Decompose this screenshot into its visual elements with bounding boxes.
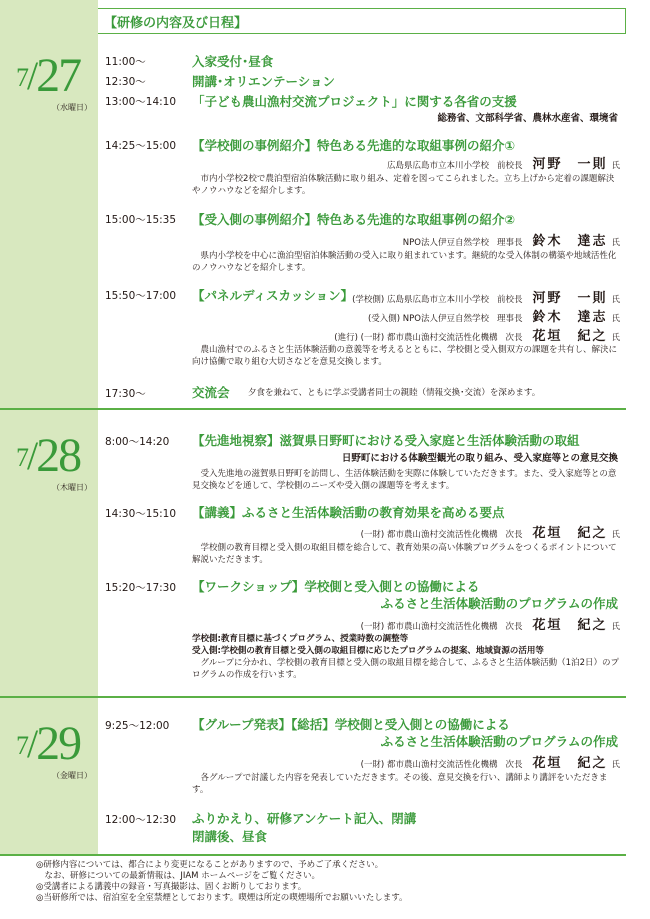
session-title-line2: ふるさと生活体験活動のプログラムの作成 [380,734,618,749]
speaker-line: (一財) 都市農山漁村交流活性化機構 次長 花垣 紀之 氏 [360,526,620,541]
day-divider [0,408,626,410]
session-title: 【パネルディスカッション】 [192,288,354,303]
speaker-line: (一財) 都市農山漁村交流活性化機構 次長 花垣 紀之 氏 [360,756,620,771]
session-description: グループに分かれ、学校側の教育目標と受入側の取組目標を総合して、ふるさと生活体験活動（1泊2日）のプログラムの作成を行います。 [192,658,619,680]
note-line: ◎当研修所では、宿泊室を全室禁煙としております。喫煙は所定の喫煙場所でお願いいたします。 [36,893,408,903]
session-title: 【ワークショップ】学校側と受入側との協働による [192,579,480,594]
session-subtitle: 総務省、文部科学省、農林水産省、環境省 [437,113,618,124]
session-title: 開講･オリエンテーション [192,74,336,89]
speaker-line: (一財) 都市農山漁村交流活性化機構 次長 花垣 紀之 氏 [360,618,620,633]
note-line: なお、研修についての最新情報は、JIAM ホームページをご覧ください。 [36,871,321,881]
session-title-line2: 閉講後、昼食 [192,829,268,844]
speaker-line: (進行) (一財) 都市農山漁村交流活性化機構 次長 花垣 紀之 氏 [334,329,620,344]
weekday-label: （金曜日） [52,771,92,780]
session-title: 交流会 [192,385,230,400]
session-title: 入家受付･昼食 [192,54,274,69]
session-title: 【講義】ふるさと生活体験活動の教育効果を高める要点 [192,505,505,520]
session-description: 学校側の教育目標と受入側の取組目標を総合して、教育効果の高い体験プログラムをつくるポイントについて解説いただきます。 [192,543,617,565]
session-time: 15:00～15:35 [105,214,177,226]
session-description: 市内小学校2校で農泊型宿泊体験活動に取り組み、定着を図ってこられました。立ち上げから定着の課題解決やノウハウなどを紹介します。 [192,174,615,196]
session-title: 「子ども農山漁村交流プロジェクト」に関する各省の支援 [192,94,517,109]
session-title: ふりかえり、研修アンケート記入、閉講 [192,811,417,826]
footer-notes [36,860,626,904]
session-description: 受入先進地の滋賀県日野町を訪問し、生活体験活動を実際に体験していただきます。また、受入家庭等との意見交換などを通して、学校側のニーズや受入側の課題等を考えます。 [192,469,617,491]
session-title: 【受入側の事例紹介】特色ある先進的な取組事例の紹介② [192,212,516,227]
note-line: ◎研修内容については、都合により変更になることがありますので、予めご了承ください。 [36,860,384,870]
note-line: ◎受講者による講義中の録音・写真撮影は、固くお断りしております。 [36,882,307,892]
session-time: 15:20～17:30 [105,582,177,594]
session-time: 8:00～14:20 [105,436,170,448]
session-title: 【学校側の事例紹介】特色ある先進的な取組事例の紹介① [192,138,516,153]
session-time: 13:00～14:10 [105,96,177,108]
session-description: 農山漁村でのふるさと生活体験活動の意義等を考えるとともに、学校側と受入側双方の課題を共有し、解決に向け協働で取り組む大切さなどを意見交換します。 [192,345,618,367]
session-time: 11:00～ [105,56,146,68]
session-time: 14:30～15:10 [105,508,177,520]
session-time: 9:25～12:00 [105,720,170,732]
speaker-line: (受入側) NPO法人伊豆自然学校 理事長 鈴木 達志 氏 [367,310,620,325]
day-divider [0,696,626,698]
session-time: 15:50～17:00 [105,290,177,302]
session-time: 12:00～12:30 [105,814,177,826]
weekday-label: （木曜日） [52,483,92,492]
session-time: 12:30～ [105,76,146,88]
session-time: 17:30～ [105,388,146,400]
session-title: 【先進地視察】滋賀県日野町における受入家庭と生活体験活動の取組 [192,433,580,448]
workshop-point: 学校側:教育目標に基づくプログラム、授業時数の調整等 [192,634,409,644]
speaker-line: (学校側) 広島県広島市立本川小学校 前校長 河野 一則 氏 [352,291,620,306]
session-description: 県内小学校を中心に漁泊型宿泊体験活動の受入に取り組まれています。継続的な受入体制の構築や地域活性化のノウハウなどを紹介します。 [192,251,617,273]
session-title: 【グループ発表】【総括】学校側と受入側との協働による [192,717,510,732]
page-title: 【研修の内容及び日程】 [104,16,248,31]
session-title-line2: ふるさと生活体験活動のプログラムの作成 [380,596,618,611]
session-inline-description: 夕食を兼ねて、ともに学ぶ受講者同士の親睦（情報交換･交流）を深めます。 [248,388,541,398]
workshop-point: 受入側:学校側の教育目標と受入側の取組目標に応じたプログラムの提案、地域資源の活用等 [192,646,544,656]
speaker-line: NPO法人伊豆自然学校 理事長 鈴木 達志 氏 [402,234,620,249]
weekday-label: （水曜日） [52,103,92,112]
session-subtitle: 日野町における体験型観光の取り組み、受入家庭等との意見交換 [341,453,618,464]
session-time: 14:25～15:00 [105,140,177,152]
speaker-line: 広島県広島市立本川小学校 前校長 河野 一則 氏 [386,157,620,172]
session-description: 各グループで討議した内容を発表していただきます。その後、意見交換を行い、講師より講評をいただきます。 [192,773,608,795]
day-divider [0,854,626,856]
